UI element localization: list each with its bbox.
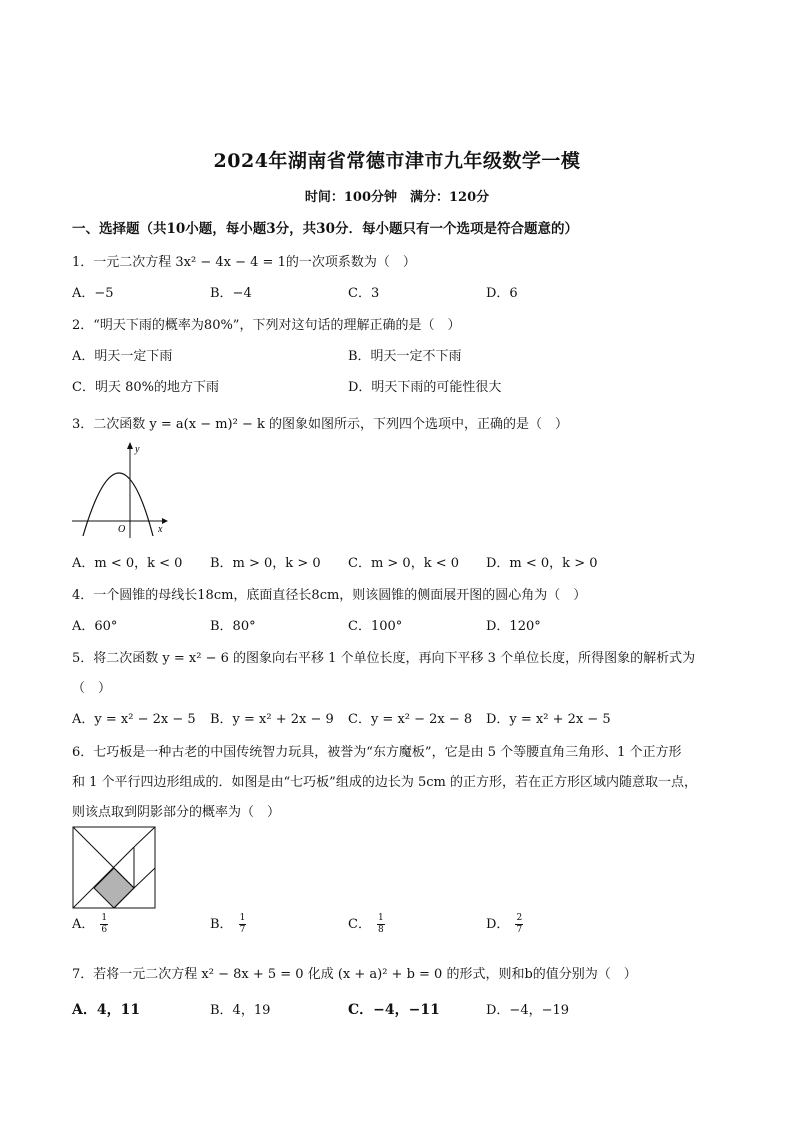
question-6-stem-line2: 和 1 个平行四边形组成的．如图是由“七巧板”组成的边长为 5cm 的正方形，若在正方形区域内随意取一点， (72, 775, 697, 790)
question-2-stem: 2．“明天下雨的概率为80%”，下列对这句话的理解正确的是（ ） (72, 318, 461, 333)
q6-option-d-fraction (515, 913, 523, 936)
fraction-denominator: 7 (239, 925, 246, 935)
question-5-stem-line2: （ ） (72, 681, 112, 696)
section-heading: 一、选择题（共10小题，每小题3分，共30分．每小题只有一个选项是符合题意的） (72, 221, 578, 237)
question-6-stem-line1: 6．七巧板是一种古老的中国传统智力玩具，被誉为“东方魔板”，它是由 5 个等腰直角三角形、1 个正方形 (72, 745, 682, 760)
q1-option-d[interactable]: D．6 (486, 286, 518, 301)
q7-option-d[interactable]: D．−4，−19 (486, 1003, 570, 1018)
q7-option-a[interactable]: A．4，11 (72, 1002, 141, 1018)
fraction-numerator: 1 (239, 913, 246, 923)
fraction-numerator: 1 (377, 913, 384, 923)
q2-option-c[interactable]: C．明天 80%的地方下雨 (72, 380, 219, 395)
page-title: 2024年湖南省常德市津市九年级数学一模 (213, 150, 581, 172)
question-3-stem: 3．二次函数 y = a(x − m)² − k 的图象如图所示，下列四个选项中，正确的是（ ） (72, 417, 568, 432)
q4-option-b[interactable]: B．80° (210, 619, 256, 634)
q6-option-a-letter: A． (72, 917, 95, 932)
q5-option-a[interactable]: A．y = x² − 2x − 5 (72, 712, 196, 727)
q1-option-a[interactable]: A．−5 (72, 286, 114, 301)
q4-option-c[interactable]: C．100° (348, 619, 403, 634)
x-axis-label: x (158, 524, 163, 535)
q3-option-d[interactable]: D．m < 0，k > 0 (486, 556, 598, 571)
question-1-stem: 1．一元二次方程 3x² − 4x − 4 = 1的一次项系数为（ ） (72, 255, 416, 270)
fraction-denominator: 6 (101, 925, 108, 935)
q4-option-d[interactable]: D．120° (486, 619, 541, 634)
origin-label: O (118, 524, 126, 535)
q6-option-a-fraction (100, 913, 108, 936)
q3-option-c[interactable]: C．m > 0，k < 0 (348, 556, 460, 571)
fraction-denominator: 8 (377, 925, 384, 935)
q6-option-c[interactable] (348, 913, 385, 936)
q7-option-b[interactable]: B．4，19 (210, 1003, 271, 1018)
q2-option-a[interactable]: A．明天一定下雨 (72, 349, 173, 364)
question-6-stem-line3: 则该点取到阴影部分的概率为（ ） (72, 805, 281, 820)
fraction-numerator: 1 (101, 913, 108, 923)
parabola-graph (70, 440, 170, 540)
q6-option-c-fraction (377, 913, 385, 936)
q6-option-b-fraction (239, 913, 247, 936)
q6-option-d-letter: D． (486, 917, 510, 932)
fraction-denominator: 7 (516, 925, 523, 935)
q5-option-b[interactable]: B．y = x² + 2x − 9 (210, 712, 334, 727)
q6-option-b[interactable] (210, 913, 246, 936)
q3-option-a[interactable]: A．m < 0，k < 0 (72, 556, 183, 571)
q2-option-b[interactable]: B．明天一定不下雨 (348, 349, 462, 364)
question-4-stem: 4．一个圆锥的母线长18cm，底面直径长8cm，则该圆锥的侧面展开图的圆心角为（ ） (72, 588, 587, 603)
q4-option-a[interactable]: A．60° (72, 619, 118, 634)
q1-option-c[interactable]: C．3 (348, 286, 380, 301)
q5-option-c[interactable]: C．y = x² − 2x − 8 (348, 712, 473, 727)
question-7-stem: 7．若将一元二次方程 x² − 8x + 5 = 0 化成 (x + a)² + b = 0 的形式，则和b的值分别为（ ） (72, 967, 637, 982)
q6-option-d[interactable] (486, 913, 523, 936)
exam-info: 时间：100分钟 满分：120分 (304, 190, 490, 205)
question-5-stem-line1: 5．将二次函数 y = x² − 6 的图象向右平移 1 个单位长度，再向下平移 3 个单位长度，所得图象的解析式为 (72, 651, 696, 666)
tangram-figure (72, 826, 158, 910)
q5-option-d[interactable]: D．y = x² + 2x − 5 (486, 712, 611, 727)
fraction-numerator: 2 (516, 913, 523, 923)
q3-option-b[interactable]: B．m > 0，k > 0 (210, 556, 321, 571)
q6-option-c-letter: C． (348, 917, 371, 932)
y-axis-label: y (135, 444, 140, 455)
q1-option-b[interactable]: B．−4 (210, 286, 252, 301)
q2-option-d[interactable]: D．明天下雨的可能性很大 (348, 380, 502, 395)
q7-option-c[interactable]: C．−4，−11 (348, 1002, 440, 1018)
q6-option-a[interactable] (72, 913, 108, 936)
q6-option-b-letter: B． (210, 917, 233, 932)
